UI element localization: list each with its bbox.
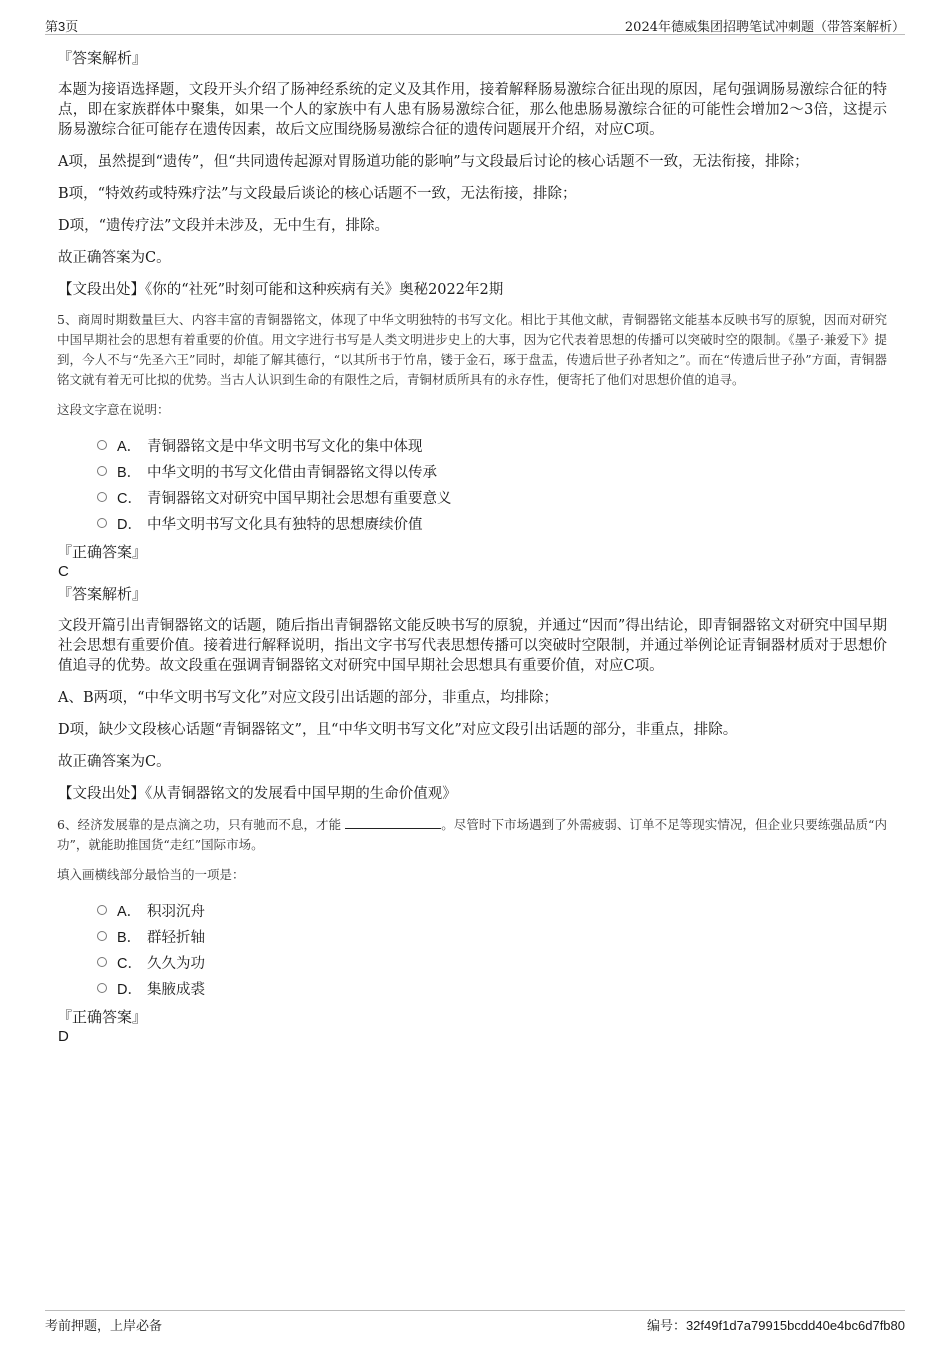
q5-lead: 这段文字意在说明： [57,402,170,417]
q4-analysis-option-d: D项，“遗传疗法”文段并未涉及，无中生有，排除。 [58,218,389,234]
radio-icon[interactable] [97,983,107,993]
option-letter: C． [117,955,142,972]
option-text: 集腋成裘 [147,981,205,998]
q5-analysis-label: 『答案解析』 [57,585,148,603]
q6-text-before: 6、经济发展靠的是点滴之功，只有驰而不息，才能 [57,817,342,832]
option-letter: A． [117,903,142,920]
q4-conclusion: 故正确答案为C。 [58,250,171,266]
page-footer [45,1310,905,1335]
q5-answer: C [58,563,69,580]
q6-question-text [57,814,887,855]
q4-analysis-label: 『答案解析』 [57,49,148,67]
option-text: 积羽沉舟 [147,903,205,920]
q4-analysis-option-a: A项，虽然提到“遗传”，但“共同遗传起源对胃肠道功能的影响”与文段最后讨论的核心话题不一致，无法衔接，排除； [58,154,809,170]
radio-icon[interactable] [97,931,107,941]
code-label: 编号： [646,1319,686,1334]
option-text: 中华文明的书写文化借由青铜器铭文得以传承 [147,464,437,481]
option-letter: D． [117,516,142,533]
q5-question-text: 5、商周时期数量巨大、内容丰富的青铜器铭文，体现了中华文明独特的书写文化。相比于其他文献，青铜器铭文能基本反映书写的原貌，因而对研究中国早期社会的思想有着重要的价值。用文字进行书写是人类文明进步史上的大事，因为它代表着思想的传播可以突破时空的限制。《墨子·兼爱下》提到，今人不与“先圣六王”同时，却能了解其德行，“以其所书于竹帛，镂于金石，琢于盘盂，传遗后世子孙者知之”。而在“传遗后世子孙”方面，青铜器铭文就有着无可比拟的优势。当古人认识到生命的有限性之后，青铜材质所具有的永存性，便寄托了他们对思想价值的追寻。 [57,312,887,387]
q5-option-b[interactable] [97,458,887,484]
q5-answer-label: 『正确答案』 [57,543,148,561]
option-letter: B． [117,929,142,946]
q6-option-c[interactable] [97,949,887,975]
document-title: 2024年德威集团招聘笔试冲刺题（带答案解析） [624,20,905,35]
q6-option-b[interactable] [97,923,887,949]
q4-analysis-option-b: B项，“特效药或特殊疗法”与文段最后谈论的核心话题不一致，无法衔接，排除； [58,186,577,202]
q5-conclusion: 故正确答案为C。 [58,754,171,770]
page-header [45,14,905,35]
q6-lead: 填入画横线部分最恰当的一项是： [57,867,245,882]
q4-source: 【文段出处】《你的“社死”时刻可能和这种疾病有关》奥秘2022年2期 [58,282,504,298]
q6-option-d[interactable] [97,975,887,1001]
q6-answer: D [58,1028,69,1045]
q4-analysis-paragraph: 本题为接语选择题，文段开头介绍了肠神经系统的定义及其作用，接着解释肠易激综合征出现的原因，尾句强调肠易激综合征的特点，即在家族群体中聚集，如果一个人的家族中有人患有肠易激综合征，那么他患肠易激综合征的可能性会增加2～3倍，这提示肠易激综合征可能存在遗传因素，故后文应围绕肠易激综合征的遗传问题展开介绍，对应C项。 [58,82,887,138]
q5-option-a[interactable] [97,432,887,458]
q5-analysis-option-d: D项，缺少文段核心话题“青铜器铭文”，且“中华文明书写文化”对应文段引出话题的部分，非重点，排除。 [58,722,738,738]
q6-option-a[interactable] [97,897,887,923]
document-code [647,1315,905,1334]
radio-icon[interactable] [97,957,107,967]
option-letter: C． [117,490,142,507]
q5-analysis-option-ab: A、B两项，“中华文明书写文化”对应文段引出话题的部分，非重点，均排除； [58,690,558,706]
q6-answer-label: 『正确答案』 [57,1008,148,1026]
page-content [57,44,887,1049]
option-text: 群轻折轴 [147,929,205,946]
fill-blank [345,814,441,829]
footer-slogan: 考前押题，上岸必备 [45,1319,163,1334]
q5-option-d[interactable] [97,510,887,536]
q5-options [97,432,887,536]
radio-icon[interactable] [97,466,107,476]
q5-option-c[interactable] [97,484,887,510]
code-value: 32f49f1d7a79915bcdd40e4bc6d7fb80 [685,1318,905,1333]
page-number: 第3页 [45,19,79,34]
q6-options [97,897,887,1001]
q5-source: 【文段出处】《从青铜器铭文的发展看中国早期的生命价值观》 [58,786,457,802]
q6-text-after: 。尽管时下市场遇到了外需疲弱、订单不足等现实情况，但企业只要练强品质“内功”，就能助推国货“走红”国际市场。 [57,817,887,852]
option-text: 久久为功 [147,955,205,972]
option-letter: A． [117,438,142,455]
option-letter: D． [117,981,142,998]
radio-icon[interactable] [97,492,107,502]
q5-analysis-paragraph: 文段开篇引出青铜器铭文的话题，随后指出青铜器铭文能反映书写的原貌，并通过“因而”得出结论，即青铜器铭文对研究中国早期社会思想有重要价值。接着进行解释说明，指出文字书写代表思想传播可以突破时空限制，并通过举例论证青铜器材质对于思想价值追寻的优势。故文段重在强调青铜器铭文对研究中国早期社会思想具有重要价值，对应C项。 [58,618,887,674]
option-letter: B． [117,464,142,481]
radio-icon[interactable] [97,905,107,915]
option-text: 青铜器铭文是中华文明书写文化的集中体现 [147,438,423,455]
option-text: 中华文明书写文化具有独特的思想赓续价值 [147,516,423,533]
radio-icon[interactable] [97,518,107,528]
radio-icon[interactable] [97,440,107,450]
option-text: 青铜器铭文对研究中国早期社会思想有重要意义 [147,490,452,507]
